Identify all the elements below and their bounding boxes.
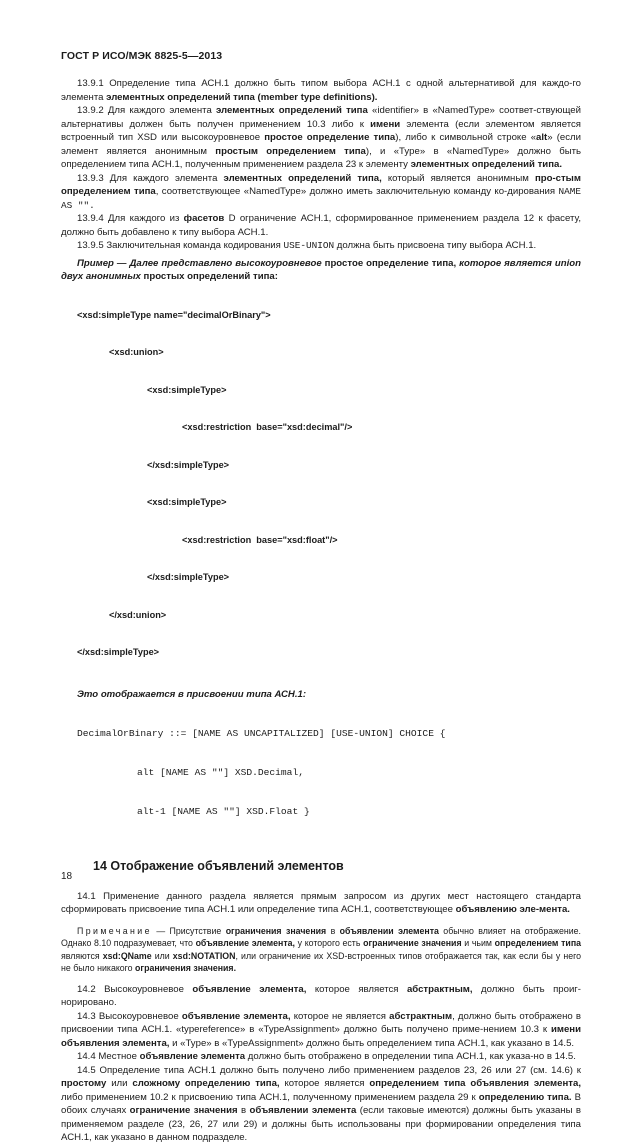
term: имени: [370, 118, 401, 130]
term: xsd:QName: [102, 950, 152, 961]
text: 14.2 Высокоуровневое: [77, 983, 193, 995]
code-line: <xsd:restriction base="xsd:decimal"/>: [182, 422, 353, 432]
text: 13.9.2 Для каждого элемента: [77, 105, 216, 116]
code-line: <xsd:simpleType name="decimalOrBinary">: [77, 309, 271, 320]
term: объявлении элемента: [249, 1105, 357, 1116]
text: 14.5 Определение типа АСН.1 должно быть получено либо применением разделов 23, 26 или 27 (см. 14.6) к: [77, 1064, 581, 1076]
text: 14.3 Высокоуровневое: [77, 1010, 182, 1022]
code-line: </xsd:simpleType>: [77, 647, 160, 657]
text: и «Type» в «TypeAssignment» должно быть определением типа АСН.1, как указано в 14.5.: [169, 1037, 575, 1049]
text: который является анонимным: [381, 172, 535, 184]
document-header: ГОСТ Р ИСО/МЭК 8825-5—2013: [61, 50, 223, 62]
term: объявление элемента,: [192, 983, 307, 995]
clause-14-3: [61, 1010, 581, 1051]
code-line: DecimalOrBinary ::= [NAME AS UNCAPITALIZED] [USE-UNION] CHOICE {: [77, 728, 446, 739]
code-line: </xsd:union>: [109, 609, 167, 620]
term: элементных определений типа,: [223, 172, 382, 184]
text: которое является union двух анонимных: [61, 257, 582, 282]
text: которое является: [306, 983, 407, 995]
term: определению типа.: [478, 1091, 572, 1103]
text: и чьим: [461, 938, 495, 948]
term: определением типа объявления элемента,: [369, 1078, 581, 1089]
xsd-code-block: [61, 284, 581, 684]
text: или: [106, 1078, 133, 1089]
document-body: [61, 77, 581, 1145]
text: в: [326, 925, 340, 936]
code-line: </xsd:simpleType>: [147, 459, 230, 470]
asn-code-block: [61, 701, 581, 844]
text: должно быть проиг-норировано.: [61, 983, 582, 1008]
term: элементных определений типа: [216, 105, 368, 116]
term: абстрактным,: [406, 983, 473, 995]
term: про-стым определением типа: [61, 172, 581, 197]
text: обычно влияет на отображение. Однако 8.10 подразумевает, что: [61, 925, 581, 948]
text: 14.1 Применение данного раздела является прямым запросом из других мест настоящего стандарта сформировать присвоение типа АСН.1 или определение типа АСН.1, соответствующее: [61, 890, 581, 915]
term: элементных определений типа (member type definitions).: [106, 91, 378, 103]
term: простых определений типа:: [143, 271, 278, 282]
text: у которого есть: [294, 938, 364, 948]
term: элементных определений типа.: [410, 159, 562, 170]
text: либо применением 10.2 к присвоению типа АСН.1, полученному применением раздела 29 к: [61, 1091, 479, 1103]
code-line: alt-1 [NAME AS ""] XSD.Float }: [137, 806, 310, 817]
term: сложному определению типа,: [132, 1078, 280, 1089]
maps-to-caption: Это отображается в присвоении типа АСН.1:: [77, 688, 307, 700]
code-line: <xsd:simpleType>: [147, 384, 227, 395]
term: объявление элемента: [139, 1051, 246, 1062]
text: должно быть отображено в определении типа АСН.1, как указа-но в 14.5.: [245, 1051, 576, 1062]
term: объявлении элемента: [339, 925, 439, 936]
code-line: <xsd:union>: [109, 347, 164, 357]
code-inline: USE-UNION: [283, 240, 335, 251]
term: ограничение значения: [363, 938, 462, 948]
code-line: <xsd:simpleType>: [147, 497, 227, 507]
clause-14-2: [61, 983, 581, 1010]
section-14-title: 14 Отображение объявлений элементов: [93, 859, 344, 873]
text: должна быть присвоена типу выбора АСН.1.: [334, 240, 537, 251]
clause-13-9-3: [61, 172, 581, 213]
clause-14-4: [61, 1050, 581, 1064]
example-intro: [61, 257, 581, 284]
text: в: [237, 1105, 250, 1116]
text: ), либо к символьной строке «: [395, 132, 537, 143]
text: » (если элемент является анонимным: [61, 132, 581, 157]
text: — Присутствие: [151, 925, 226, 936]
term: определением типа: [494, 938, 582, 948]
text: элемента (если элементом является встроенный тип XSD или высокоуровневое: [61, 118, 581, 143]
note-label: Примечание: [77, 925, 152, 936]
clause-14-1: [61, 890, 581, 917]
code-inline: NAME AS "".: [61, 186, 581, 211]
clause-13-9-5: [61, 239, 581, 253]
text: или: [151, 950, 173, 961]
note: [61, 925, 581, 975]
text: «identifier» в «NamedType» соответ-ствующей альтернативы должен быть получен применением 10.3 либо к: [61, 105, 581, 130]
term: ограничение значения: [129, 1105, 238, 1116]
clause-13-9-4: [61, 212, 581, 239]
text: 13.9.4 Для каждого из: [77, 213, 184, 224]
clause-14-5: [61, 1064, 581, 1145]
term: ограничения значения: [225, 925, 327, 936]
term: xsd:NOTATION: [172, 950, 236, 961]
clause-13-9-1: [61, 77, 581, 104]
text: являются: [61, 950, 103, 961]
text: 13.9.5 Заключительная команда кодирования: [77, 240, 284, 251]
text: которое не является: [290, 1010, 390, 1022]
term: объявлению эле-мента.: [455, 904, 570, 915]
text: ), и «Type» в «NamedType» должно быть определением типа АСН.1, полученным применением раздела 23 к элементу: [61, 145, 581, 170]
text: (если таковые имеются) должны быть указаны в применяемом разделе (23, 26, 27 или 29) и должны быть использованы при формировании определения типа АСН.1, как указано в данном подразделе.: [61, 1105, 582, 1143]
code-line: alt [NAME AS ""] XSD.Decimal,: [137, 767, 304, 778]
text: которое является: [279, 1078, 370, 1089]
text: , соответствующее «NamedType» должно иметь заключительную команду ко-дирования: [155, 186, 559, 197]
term: объявление элемента,: [181, 1010, 291, 1022]
text: 13.9.1 Определение типа АСН.1 должно быть типом выбора АСН.1 с одной альтернативой для каждо-го элемента: [61, 78, 581, 103]
code-line: <xsd:restriction base="xsd:float"/>: [182, 534, 338, 545]
text: 13.9.3 Для каждого элемента: [77, 172, 224, 184]
term: простому: [61, 1078, 107, 1089]
term: простое определение типа,: [324, 257, 457, 269]
clause-13-9-2: [61, 104, 581, 172]
term: фасетов: [183, 213, 225, 224]
term: ограничения значения.: [135, 963, 237, 973]
term: абстрактным: [389, 1010, 453, 1022]
text: , должно быть отображено в присвоении типа АСН.1. «typereference» в «TypeAssignment» должно быть получено приме-нением 10.3 к: [61, 1010, 582, 1035]
text: 14.4 Местное: [77, 1051, 140, 1062]
term: имени объявления элемента,: [61, 1024, 581, 1049]
term: простым определением типа: [215, 145, 366, 157]
text: D ограничение АСН.1, сформированное применением раздела 12 к фасету, должно быть добавлено к типу выбора АСН.1.: [61, 213, 581, 238]
text: , или ограничение их XSD-встроенных типов отображается так, как если бы у него не было никакого: [61, 950, 582, 973]
text: В обоих случаях: [61, 1091, 581, 1116]
code-line: </xsd:simpleType>: [147, 572, 230, 582]
term: alt: [536, 132, 548, 143]
page-number: 18: [61, 871, 73, 882]
term: простое определение типа: [264, 132, 396, 143]
term: объявление элемента,: [195, 938, 295, 948]
text: Пример — Далее представлено высокоуровневое: [77, 257, 325, 269]
